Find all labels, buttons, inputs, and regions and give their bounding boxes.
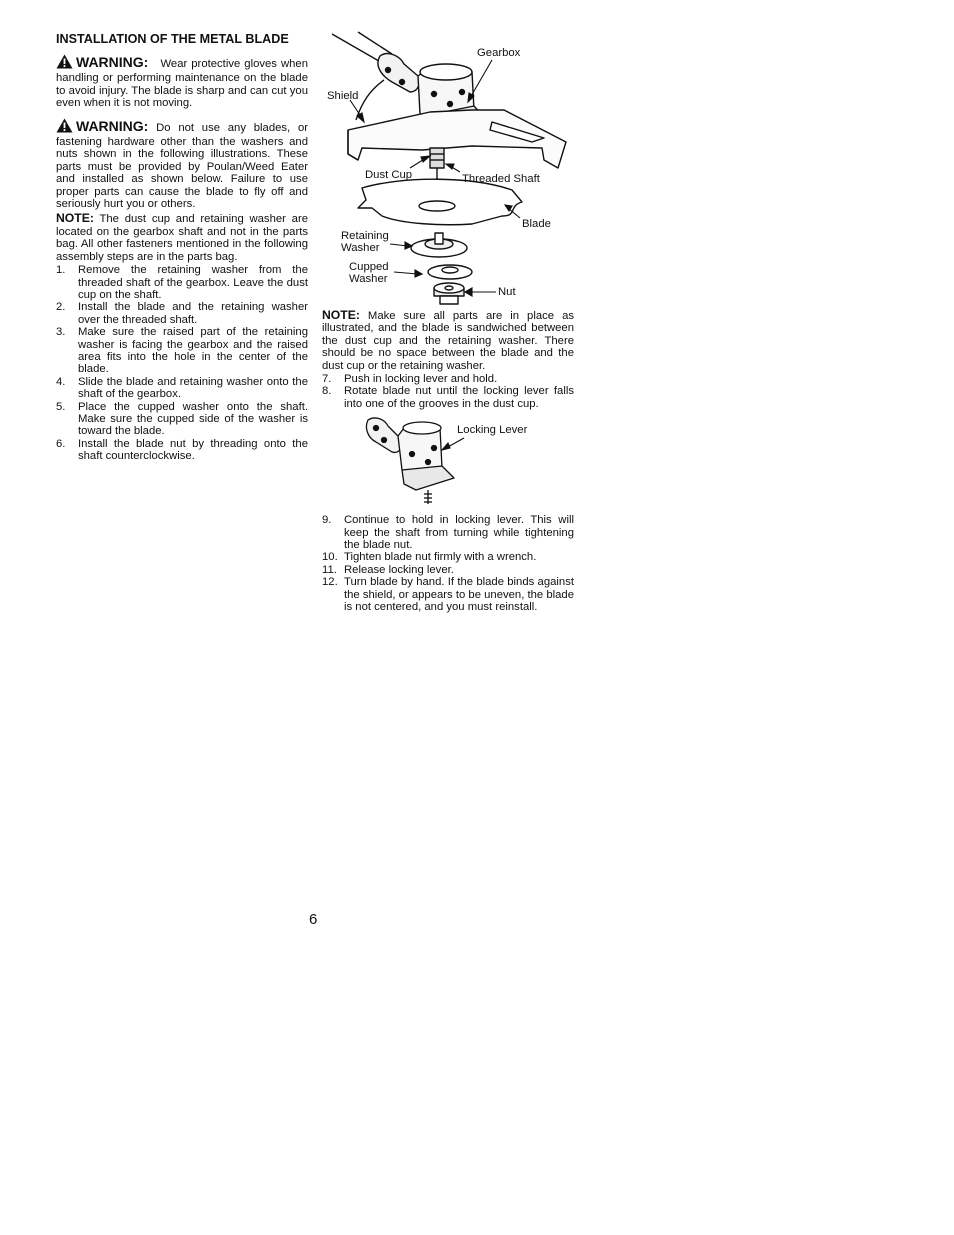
left-column (56, 33, 308, 463)
list-item: 5. Place the cupped washer onto the shaft. Make sure the cupped side of the washer is toward the blade. (56, 400, 308, 438)
note-heading-2: NOTE: (322, 308, 360, 322)
steps-list-right-b (322, 514, 574, 613)
note-block-2 (322, 309, 574, 372)
warning-block-2 (56, 118, 308, 211)
warning-triangle-icon (56, 54, 73, 72)
label-retaining-washer-line1: Retaining (341, 230, 389, 242)
warning-text-1: Wear protective gloves when handling or performing maintenance on the blade to avoid injury. The blade is sharp and can cut you even when it is not moving. (56, 58, 308, 110)
list-item: 10. Tighten blade nut firmly with a wrench. (322, 551, 537, 564)
list-item: 4. Slide the blade and retaining washer onto the shaft of the gearbox. (56, 375, 308, 401)
section-title: INSTALLATION OF THE METAL BLADE (56, 32, 289, 46)
list-item: 9. Continue to hold in locking lever. This will keep the shaft from turning while tightening the blade nut. (322, 514, 574, 552)
page-number: 6 (309, 911, 318, 928)
list-item: 3. Make sure the raised part of the retaining washer is facing the gearbox and the raised area fits into the hole in the center of the blade. (56, 326, 308, 376)
list-item: 1. Remove the retaining washer from the threaded shaft of the gearbox. Leave the dust cup on the shaft. (56, 264, 308, 301)
list-item: 2. Install the blade and the retaining washer over the threaded shaft. (56, 301, 308, 326)
note-text-2: Make sure all parts are in place as illustrated, and the blade is sandwiched between the dust cup and the retaining washer. There should be no space between the blade and the dust cup or the retaining washer. (322, 310, 574, 372)
note-text-1: The dust cup and retaining washer are located on the gearbox shaft and not in the parts bag. All other fasteners mentioned in the following assembly steps are in the parts bag. (56, 213, 308, 263)
note-heading-1: NOTE: (56, 211, 94, 226)
label-shield: Shield (327, 90, 359, 102)
list-item: 6. Install the blade nut by threading onto the shaft counterclockwise. (56, 437, 308, 463)
label-locking-lever: Locking Lever (457, 424, 528, 437)
label-threaded-shaft: Threaded Shaft (462, 173, 540, 185)
label-dust-cup: Dust Cup (365, 169, 413, 181)
blade-assembly-figure (322, 30, 578, 308)
label-gearbox: Gearbox (477, 47, 521, 59)
warning-heading-1: WARNING: (76, 54, 149, 70)
list-item: 11. Release locking lever. (322, 563, 454, 576)
steps-list-right-a (322, 373, 574, 410)
label-retaining-washer-line2: Washer (341, 242, 380, 254)
list-item: 7. Push in locking lever and hold. (322, 373, 498, 386)
list-item: 12. Turn blade by hand. If the blade binds against the shield, or appears to be uneven, the blade is not centered, and you must reinstall. (322, 576, 574, 614)
warning-triangle-icon (56, 118, 73, 136)
right-column (322, 309, 574, 614)
label-blade: Blade (522, 218, 551, 230)
list-item: 8. Rotate blade nut until the locking lever falls into one of the grooves in the dust cup. (322, 385, 574, 410)
warning-block-1 (56, 54, 308, 110)
label-nut: Nut (498, 286, 516, 298)
warning-heading-2: WARNING: (76, 117, 149, 134)
label-cupped-washer-line2: Washer (349, 273, 388, 285)
locking-lever-figure (322, 414, 574, 506)
locking-lever-drawing (322, 414, 574, 506)
steps-list-left (56, 264, 308, 463)
label-cupped-washer-line1: Cupped (349, 261, 389, 273)
warning-text-2: Do not use any blades, or fastening hardware other than the washers and nuts shown in the following illustrations. These parts must be provided by Poulan/Weed Eater and installed as shown below. Failure to use proper parts can cause the blade to fly off and seriously hurt you or others. (56, 121, 308, 211)
note-block-1 (56, 212, 308, 263)
